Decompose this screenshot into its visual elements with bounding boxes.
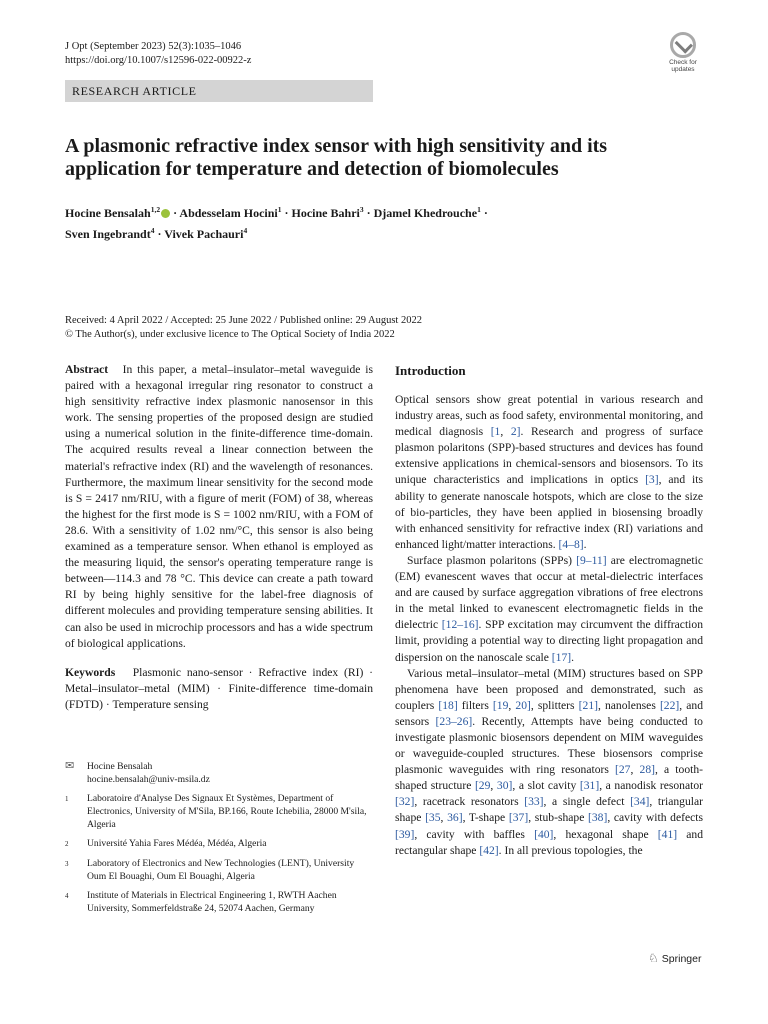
affiliation: 3 Laboratory of Electronics and New Technologies (LENT), University Oum El Bouaghi, Oum El Bouaghi, Algeria: [65, 858, 355, 882]
paragraph-text: , triangular shape: [395, 795, 703, 825]
author-name: Sven Ingebrandt: [65, 227, 151, 241]
citation-link[interactable]: [42]: [479, 843, 499, 857]
article-type-label: RESEARCH ARTICLE: [65, 80, 373, 102]
envelope-icon: ✉: [65, 760, 75, 772]
citation-link[interactable]: [21]: [578, 698, 598, 712]
paragraph-text: filters: [457, 698, 493, 712]
journal-citation: J Opt (September 2023) 52(3):1035–1046: [65, 41, 242, 52]
paragraph-text: .: [571, 650, 575, 664]
paragraph-text: , splitters: [530, 698, 579, 712]
abstract-text: In this paper, a metal–insulator–metal waveguide is paired with a hexagonal irregular ring resonator to construct a high sensitivity refractive index plasmonic nanosensor in this work. The sensing properties of the proposed design are studied using a numerical solution in the finite-difference time-domain. The acquired results reveal a linear connection between the material's refractive index (RI) and the wavelength of resonances. Furthermore, the maximum linear sensitivity for the second mode is S = 2417 nm/RIU, with a figure of merit (FOM) of 38, whereas the highest for the first mode is S = 1002 nm/RIU, with a FOM of 28.6. With a sensitivity of 1.02 nm/°C, this sensor is also being examined as a temperature sensor. When ethanol is employed as the measuring liquid, the sensor's operating temperature range is between—114.3 and 78 °C. This device can create a path toward RI by being highly sensitive for the label-free diagnosis of different molecules and providing temperature sensing abilities. It can also be used in microchip processors and has a wide spectrum of biological applications.: [65, 363, 373, 650]
citation-link[interactable]: [22]: [659, 698, 680, 712]
paragraph-text: , a single defect: [543, 795, 631, 809]
contact-and-affiliations: [65, 760, 373, 921]
paragraph-text: ,: [490, 779, 497, 793]
journal-meta: [65, 40, 251, 68]
affiliation: 4 Institute of Materials in Electrical Engineering 1, RWTH Aachen University, Sommerfeldstraße 24, 52074 Aachen, Germany: [65, 890, 337, 914]
citation-link[interactable]: [18]: [438, 698, 458, 712]
paragraph-text: are electromagnetic (EM) evanescent waves that occur at metal-dielectric interfaces and are caused by surface aggregation vibrations of free electrons in the metal linked to evanescent electromagnetic fields in the dielectric: [395, 553, 704, 632]
citation-link[interactable]: [29: [474, 779, 491, 793]
paragraph-text: , hexagonal shape: [553, 827, 658, 841]
publisher-logo: [648, 951, 701, 965]
author-list: Hocine Bensalah$^{1,2}$ · Abdesselam Hocini$^1$ · Hocine Bahri$^3$ · Djamel Khedrouche$^1$ · Sven Ingebrandt$^4$ · Vivek Pachauri$^4$: [65, 205, 488, 241]
citation-link[interactable]: [38]: [588, 811, 608, 825]
keywords-heading: Keywords: [65, 665, 116, 679]
affiliation: 2 Université Yahia Fares Médéa, Médéa, Algeria: [65, 838, 267, 849]
publication-dates: Received: 4 April 2022 / Accepted: 25 June 2022 / Published online: 29 August 2022 © The Author(s), under exclusive licence to The Optical Society of India 2022: [65, 314, 705, 342]
author-name: Djamel Khedrouche: [373, 206, 478, 220]
paragraph-text: . Recently, Attempts have being conducted to investigate plasmonic biosensors dependent on MIM waveguides or waveguide-coupled structures. These biosensors comprise plasmonic waveguides with ring resonators: [395, 714, 703, 777]
author-name: Hocine Bahri: [291, 206, 360, 220]
citation-link[interactable]: [34]: [630, 795, 650, 809]
paragraph-text: , and its ability to generate nanoscale hotspots, which are close to the size of bio-particles, they have been applied in biosensing broadly with enhanced sensitivity for refractive index (RI) variations and enhanced light/matter interactions.: [395, 473, 703, 551]
affiliation: 1 Laboratoire d'Analyse Des Signaux Et Systèmes, Department of Electronics, University of M'Sila, BP.166, Route Ichebilia, 28000 M'sila, Algeria: [65, 793, 367, 830]
citation-link[interactable]: [17]: [551, 650, 572, 664]
author-name: Abdesselam Hocini: [179, 206, 278, 220]
paragraph-text: ,: [440, 811, 448, 825]
paragraph-text: , a nanodisk resonator: [599, 779, 703, 793]
paragraph-text: , a slot cavity: [512, 779, 580, 793]
paragraph-text: , nanolenses: [597, 698, 660, 712]
paragraph-text: , cavity with defects: [607, 811, 703, 825]
citation-link[interactable]: [19: [492, 698, 509, 712]
citation-link[interactable]: [1: [490, 425, 501, 439]
citation-link[interactable]: [3]: [645, 473, 659, 487]
citation-link[interactable]: 30]: [496, 779, 513, 793]
citation-link[interactable]: 28]: [639, 763, 655, 777]
author-name: Hocine Bensalah: [65, 206, 151, 220]
citation-link[interactable]: [40]: [534, 827, 554, 841]
paragraph-text: , racetrack resonators: [414, 795, 525, 809]
intro-paragraph: [395, 553, 703, 666]
citation-link[interactable]: [31]: [579, 779, 600, 793]
citation-link[interactable]: [35: [425, 811, 441, 825]
paragraph-text: Optical sensors show great potential in various research and industry areas, such as food safety, environmental monitoring, and medical diagnosis: [395, 393, 704, 439]
citation-link[interactable]: [37]: [508, 811, 529, 825]
paragraph-text: , stub-shape: [528, 811, 588, 825]
paper-title: A plasmonic refractive index sensor with high sensitivity and its application for temperature and detection of biomolecules: [65, 135, 608, 180]
citation-link[interactable]: [23–26]: [435, 714, 473, 728]
intro-paragraph: [395, 666, 703, 859]
doi-link[interactable]: https://doi.org/10.1007/s12596-022-00922-z: [65, 55, 252, 66]
paragraph-text: , T-shape: [462, 811, 509, 825]
paragraph-text: Surface plasmon polaritons (SPPs): [407, 553, 577, 567]
citation-link[interactable]: [27: [615, 763, 631, 777]
citation-link[interactable]: [41]: [657, 827, 678, 841]
citation-link[interactable]: [12–16]: [441, 618, 479, 632]
paragraph-text: Various metal–insulator–metal (MIM) structures based on SPP phenomena have been proposed and demonstrated, such as couplers: [395, 666, 703, 712]
citation-link[interactable]: [4–8]: [558, 537, 584, 551]
paragraph-text: ,: [500, 425, 511, 439]
paragraph-text: ,: [508, 698, 516, 712]
check-updates-icon: [670, 32, 696, 58]
citation-link[interactable]: [9–11]: [576, 553, 607, 567]
paragraph-text: ,: [630, 763, 640, 777]
paragraph-text: , cavity with baffles: [414, 827, 535, 841]
citation-link[interactable]: 2]: [510, 425, 521, 439]
check-for-updates-badge[interactable]: [663, 32, 703, 73]
publisher-name: Springer: [661, 953, 702, 965]
author-name: Vivek Pachauri: [164, 227, 244, 241]
paragraph-text: , and sensors: [395, 698, 703, 728]
citation-link[interactable]: 36]: [447, 811, 463, 825]
badge-text: Check for updates: [669, 59, 697, 73]
keywords: [65, 665, 373, 713]
citation-link[interactable]: [32]: [395, 795, 415, 809]
email-link[interactable]: hocine.bensalah@univ-msila.dz: [87, 774, 210, 785]
paragraph-text: . Research and progress of surface plasmon polaritons (SPP)-based structures and devices has found extensive applications in chemical-sensors and biosensors. To its unique characteristics and implications in optics: [395, 425, 704, 487]
intro-paragraph: [395, 392, 703, 553]
left-column: [65, 362, 373, 726]
paragraph-text: .: [583, 537, 587, 551]
citation-link[interactable]: [33]: [524, 795, 544, 809]
paragraph-text: . In all previous topologies, the: [498, 843, 643, 857]
citation-link[interactable]: 20]: [515, 698, 531, 712]
paragraph-text: , a tooth-shaped structure: [395, 763, 703, 793]
right-column: [395, 362, 703, 859]
paragraph-text: and rectangular shape: [395, 827, 703, 857]
abstract: [65, 362, 373, 652]
paragraph-text: . SPP excitation may circumvent the diffraction limit, providing a potential way to directing light propagation and dispersion on the nanoscale scale: [395, 618, 703, 664]
copyright-line: © The Author(s), under exclusive licence to The Optical Society of India 2022: [65, 329, 395, 340]
abstract-heading: Abstract: [65, 363, 109, 376]
keywords-text: Plasmonic nano-sensor · Refractive index (RI) · Metal–insulator–metal (MIM) · Finite-difference time-domain (FDTD) · Temperature sensing: [65, 665, 373, 711]
citation-link[interactable]: [39]: [395, 827, 415, 841]
introduction-heading: Introduction: [395, 363, 466, 378]
springer-horse-icon: ♘: [648, 951, 659, 965]
orcid-icon[interactable]: [161, 209, 170, 218]
corresponding-author: ✉ Hocine Bensalah hocine.bensalah@univ-msila.dz: [65, 760, 210, 785]
